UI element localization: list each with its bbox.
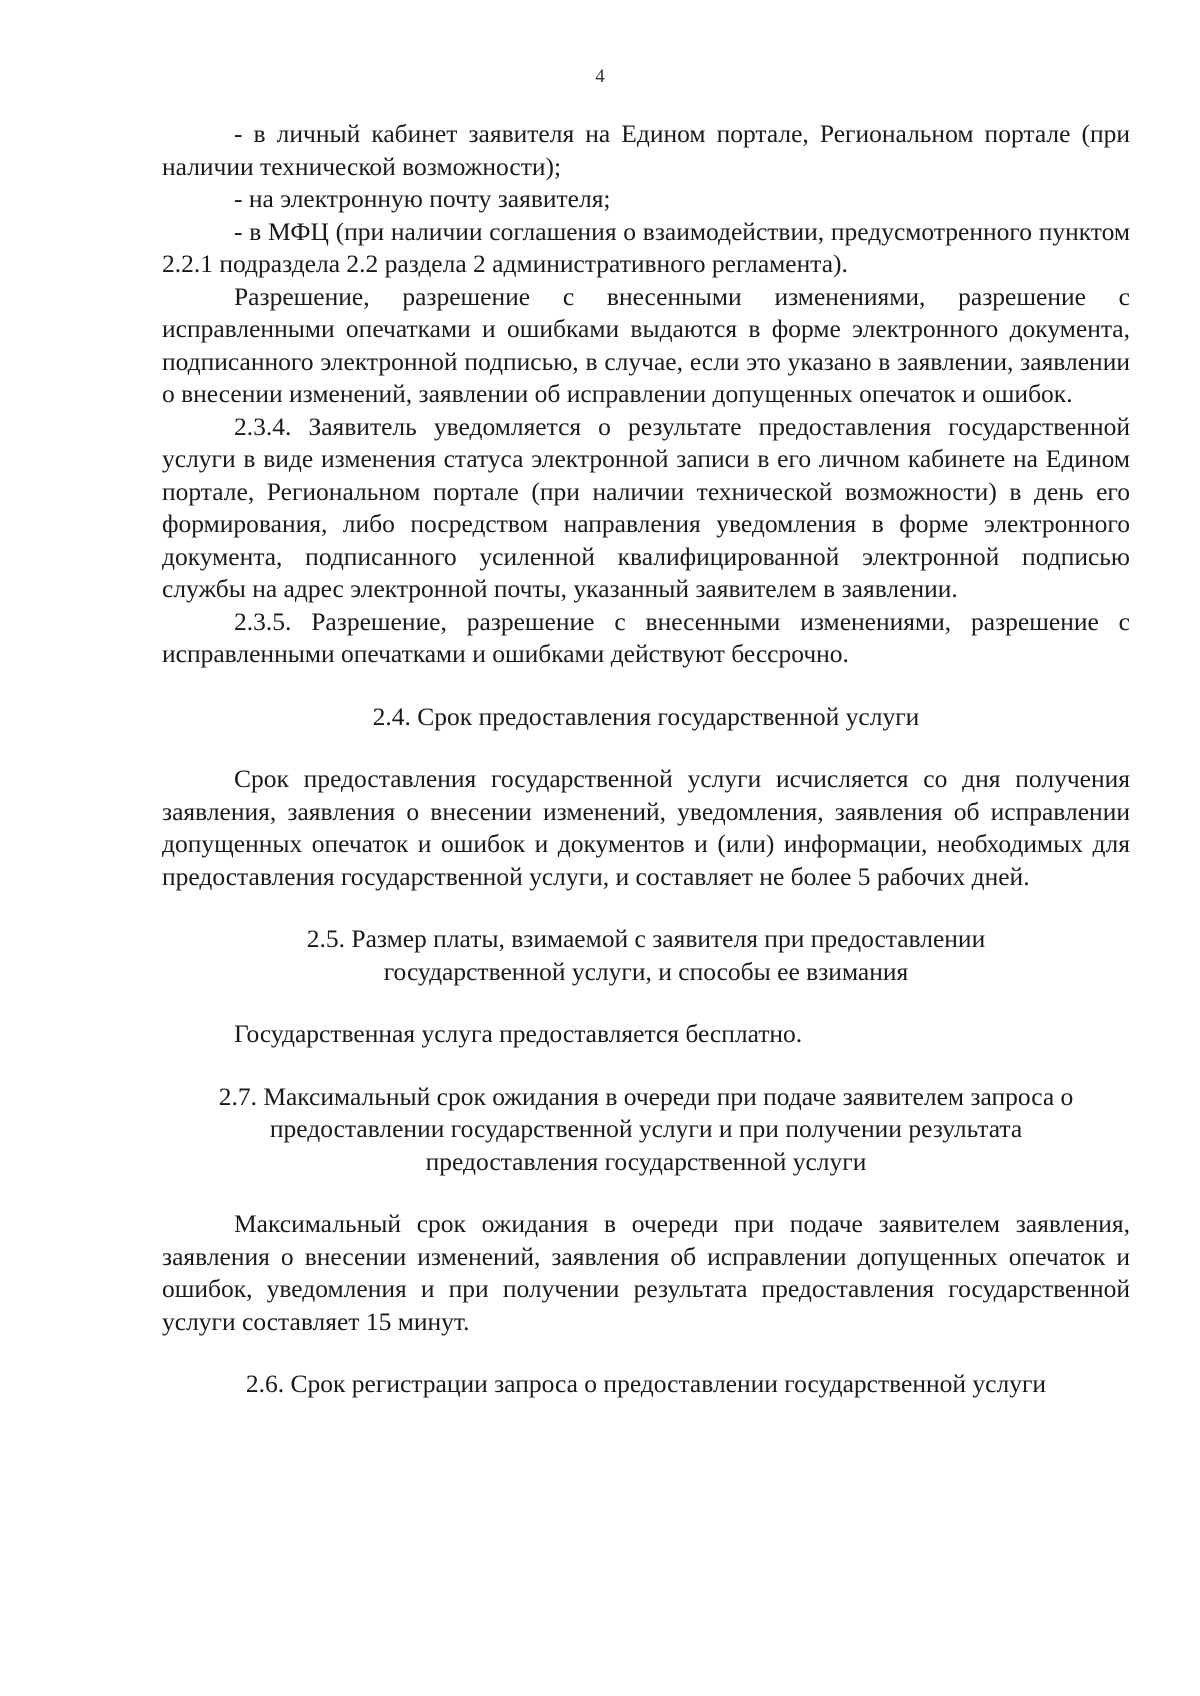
paragraph-delivery-mfc: - в МФЦ (при наличии соглашения о взаимодействии, предусмотренного пунктом 2.2.1 подраздела 2.2 раздела 2 административного регламента). xyxy=(162,216,1130,278)
section-heading-2-4: 2.4. Срок предоставления государственной услуги xyxy=(372,701,920,731)
paragraph-service-term: Срок предоставления государственной услуги исчисляется со дня получения заявления, заявления о внесении изменений, уведомления, заявления об исправлении допущенных опечаток и ошибок и документов и (или) информации, необходимых для предоставления государственной услуги, и составляет не более 5 рабочих дней. xyxy=(162,764,1130,891)
spacer xyxy=(162,671,1130,701)
spacer xyxy=(162,893,1130,923)
spacer xyxy=(162,988,1130,1018)
paragraph-free-service: Государственная услуга предоставляется бесплатно. xyxy=(234,1019,803,1048)
spacer xyxy=(162,733,1130,763)
section-heading-2-5-line-1: 2.5. Размер платы, взимаемой с заявителя при предоставлении xyxy=(306,924,986,953)
spacer xyxy=(162,1178,1130,1208)
section-heading-2-5-line-2: государственной услуги, и способы ее взимания xyxy=(383,956,909,986)
paragraph-queue-time: Максимальный срок ожидания в очереди при подаче заявителем заявления, заявления о внесении изменений, заявления об исправлении допущенных опечаток и ошибок, уведомления и при получении результата предоставления государственной услуги составляет 15 минут. xyxy=(162,1209,1130,1336)
section-heading-2-7-line-3: предоставления государственной услуги xyxy=(425,1146,867,1176)
paragraph-delivery-cabinet: - в личный кабинет заявителя на Едином портале, Региональном портале (при наличии технической возможности); xyxy=(162,119,1130,181)
spacer xyxy=(162,1338,1130,1368)
paragraph-delivery-email: - на электронную почту заявителя; xyxy=(234,184,611,213)
paragraph-2-3-4: 2.3.4. Заявитель уведомляется о результате предоставления государственной услуги в виде изменения статуса электронной записи в его личном кабинете на Едином портале, Региональном портале (при наличии технической возможности) в день его формирования, либо посредством направления уведомления в форме электронного документа, подписанного усиленной квалифицированной электронной подписью службы на адрес электронной почты, указанный заявителем в заявлении. xyxy=(162,411,1130,603)
spacer xyxy=(162,1051,1130,1081)
document-body xyxy=(162,118,1130,1401)
paragraph-electronic-permit: Разрешение, разрешение с внесенными изменениями, разрешение с исправленными опечатками и ошибками выдаются в форме электронного документа, подписанного электронной подписью, в случае, если это указано в заявлении, заявлении о внесении изменений, заявлении об исправлении допущенных опечаток и ошибок. xyxy=(162,281,1130,408)
section-heading-2-7-line-1: 2.7. Максимальный срок ожидания в очереди при подаче заявителем запроса о xyxy=(218,1081,1074,1111)
section-heading-2-6: 2.6. Срок регистрации запроса о предоставлении государственной услуги xyxy=(245,1369,1047,1398)
paragraph-2-3-5: 2.3.5. Разрешение, разрешение с внесенными изменениями, разрешение с исправленными опечатками и ошибками действуют бессрочно. xyxy=(162,606,1130,668)
section-heading-2-7-line-2: предоставлении государственной услуги и при получении результата xyxy=(269,1114,1023,1143)
page-number: 4 xyxy=(595,66,605,87)
